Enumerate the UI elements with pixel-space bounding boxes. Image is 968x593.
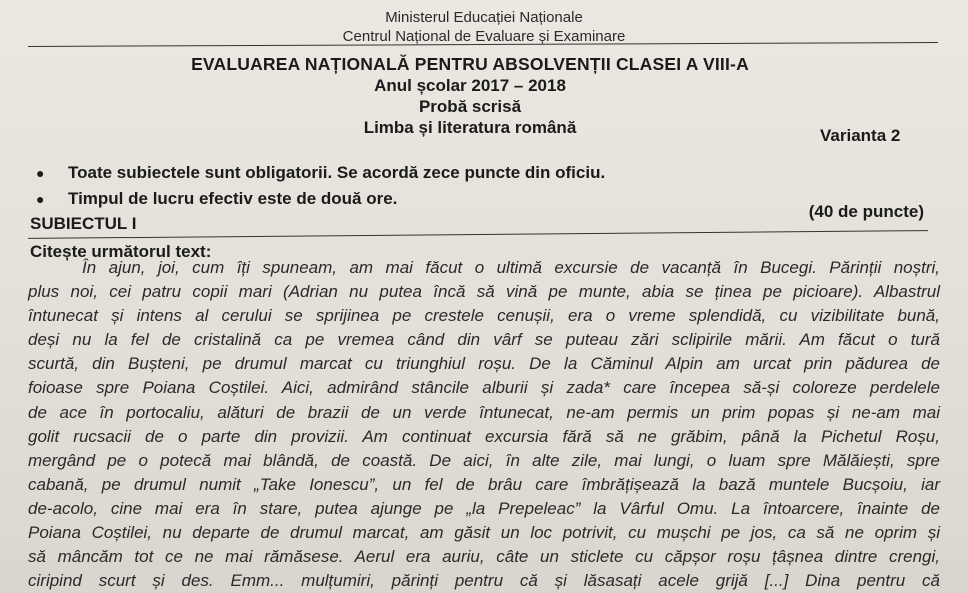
bullet-icon: ● (36, 191, 45, 207)
school-year: Anul școlar 2017 – 2018 (374, 76, 566, 95)
passage-line: În ajun, joi, cum îți spuneam, am mai făcut o ultimă excursie de vacanță în Bucegi. Părinții noștri, (82, 258, 940, 277)
header (0, 8, 968, 46)
passage-line: de-acolo, cine mai era în stare, putea ajunge pe „la Prepeleac” la Vârful Omu. La întoarcere, înainte de (28, 498, 940, 518)
passage-line: deși nu la fel de cristalină ca pe vremea când din vârf se puteau zări sclipirile mării. Am făcut o tură (28, 330, 940, 350)
passage-line: scurtă, din Bușteni, pe drumul marcat cu triunghiul roșu. De la Căminul Alpin am urcat prin pădurea de (28, 354, 940, 374)
evaluation-center-name: Centrul Național de Evaluare și Examinare (342, 28, 626, 45)
test-type: Probă scrisă (418, 97, 522, 116)
passage-line: cabană, pe drumul numit „Take Ionescu”, un fel de brâu care îmbrățișează la bază muntele Bucșoiu, iar (28, 474, 940, 494)
passage-line: ciripind scurt și des. Emm... mulțumiri, părinți pentru că și lăsasați acele grijă [...] Dina pentru că (28, 571, 940, 591)
instruction-item (36, 160, 936, 186)
exam-title: EVALUAREA NAȚIONALĂ PENTRU ABSOLVENȚII CLASEI A VIII-A (191, 54, 749, 74)
section-points: (40 de puncte) (808, 202, 924, 221)
reading-instruction: Citește următorul text: (30, 242, 212, 261)
passage-line: de ace în portocaliu, alături de brazii de un verde întunecat, ne-am permis un prim popas și ne-am mai (28, 402, 940, 422)
instruction-item (36, 186, 936, 212)
passage-line: Poiana Coștilei, nu departe de drumul marcat, am găsit un loc potrivit, cu mușchi pe jos, ca să ne oprim și (28, 523, 940, 543)
passage-line: foioase spre Poiana Coștilei. Aici, admirând stâncile alburii și zada* care începea să-și coloreze perdelele (28, 378, 940, 398)
bullet-icon: ● (36, 165, 45, 181)
reading-passage (28, 256, 940, 593)
passage-line: plus noi, cei patru copii mari (Adrian nu putea încă să vină pe munte, abia se ținea pe picioare). Albastrul (28, 282, 940, 302)
instruction-text: Toate subiectele sunt obligatorii. Se acordă zece puncte din oficiu. (68, 163, 606, 182)
passage-line: golit rucsacii de o parte din provizii. Am continuat excursia fără să ne grăbim, până la Pichetul Roșu, (28, 426, 940, 446)
passage-line: mergând pe o potecă mai blândă, de coastă. De aici, în alte zile, mai lungi, o luam spre Mălăiești, spre (28, 450, 940, 470)
variant-label: Varianta 2 (820, 126, 901, 145)
instruction-text: Timpul de lucru efectiv este de două ore. (68, 189, 398, 208)
title-block (0, 54, 940, 138)
passage-line: să mâncăm tot ce ne mai rămăsese. Aerul era auriu, câte un sticlete cu căpșor roșu țâșnea dintre crengi, (28, 547, 940, 567)
ministry-name: Ministerul Educației Naționale (385, 9, 583, 26)
instructions-list (36, 160, 936, 212)
subject-name: Limba și literatura română (363, 118, 577, 137)
passage-line: întunecat și intens al cerului se sprijinea pe crestele cenușii, era o vreme splendidă, cu vizibilitate bună, (28, 306, 940, 326)
section-title: SUBIECTUL I (30, 214, 137, 233)
